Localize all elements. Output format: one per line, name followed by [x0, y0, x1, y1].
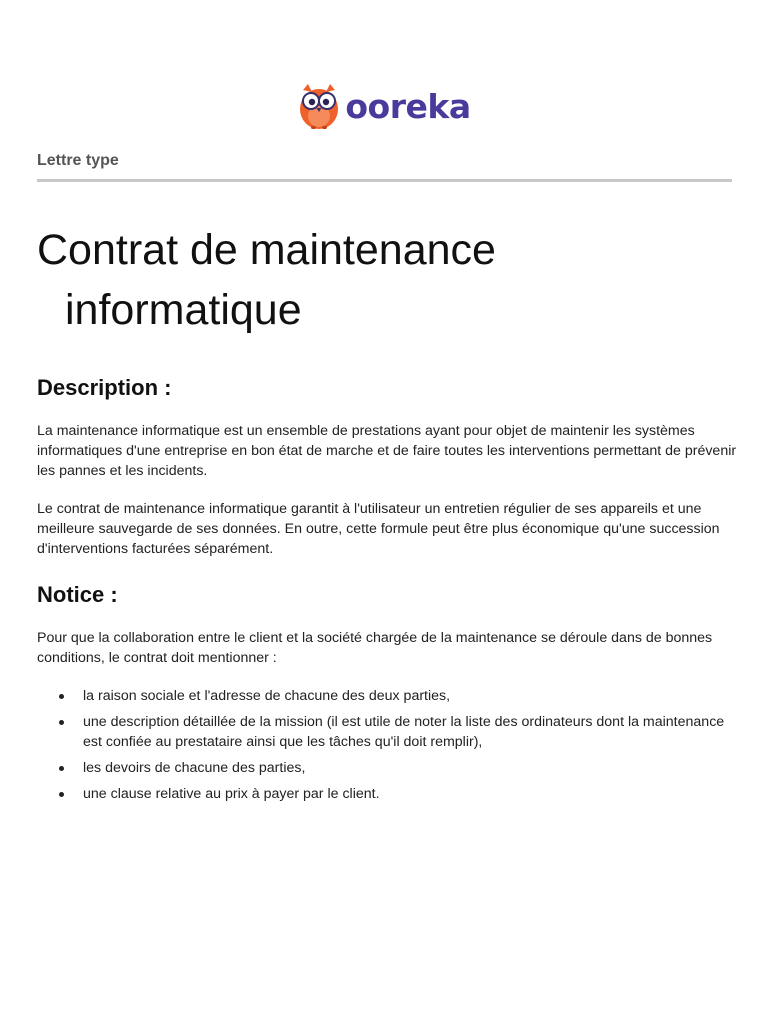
description-paragraph-2: Le contrat de maintenance informatique garantit à l'utilisateur un entretien régulier de ses appareils et une meilleure sauvegarde de ses données. En outre, cette formule peut être plus économique qu'une succession d'interventions facturées séparément. — [37, 501, 720, 557]
list-item — [37, 686, 737, 706]
notice-intro: Pour que la collaboration entre le client et la société chargée de la maintenance se déroule dans de bonnes conditions, le contrat doit mentionner : — [37, 630, 713, 666]
document-title — [37, 220, 737, 340]
title-line-1: Contrat de maintenance — [37, 226, 496, 274]
document-category: Lettre type — [37, 152, 119, 169]
notice-heading: Notice : — [37, 582, 118, 607]
ooreka-logo[interactable] — [0, 80, 768, 132]
description-heading: Description : — [37, 375, 172, 400]
list-item — [37, 712, 737, 752]
header-divider — [37, 179, 732, 182]
description-paragraph-1: La maintenance informatique est un ensemble de prestations ayant pour objet de maintenir les systèmes informatiques d'une entreprise en bon état de marche et de faire toutes les interventions permettant de prévenir les pannes et les incidents. — [37, 423, 737, 479]
list-item-text: les devoirs de chacune des parties, — [83, 760, 306, 776]
owl-icon — [297, 82, 341, 130]
bullet-icon — [59, 694, 64, 699]
list-item — [37, 758, 737, 778]
bullet-icon — [59, 766, 64, 771]
list-item-text: une description détaillée de la mission (il est utile de noter la liste des ordinateurs dont la maintenance est confiée au prestataire ainsi que les tâches qu'il doit remplir), — [83, 714, 725, 750]
list-item-text: la raison sociale et l'adresse de chacune des deux parties, — [83, 688, 451, 704]
bullet-icon — [59, 720, 64, 725]
list-item — [37, 784, 737, 804]
bullet-icon — [59, 792, 64, 797]
title-line-2: informatique — [65, 286, 302, 334]
notice-list — [37, 686, 737, 810]
brand-name: ooreka — [345, 86, 471, 126]
list-item-text: une clause relative au prix à payer par le client. — [83, 786, 380, 802]
